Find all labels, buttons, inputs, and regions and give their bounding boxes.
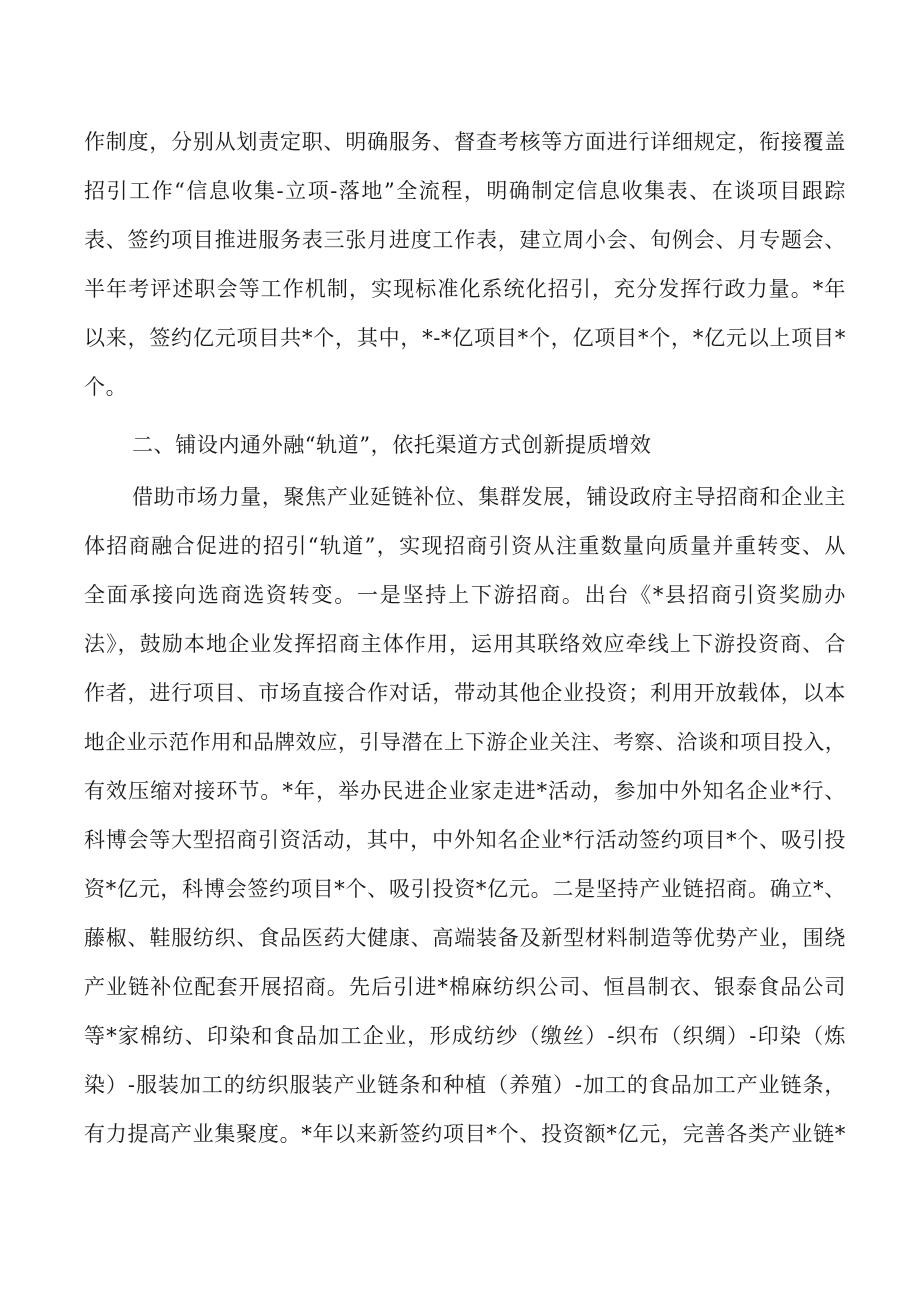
paragraph-line: 有力提高产业集聚度。*年以来新签约项目*个、投资额*亿元，完善各类产业链*	[84, 1122, 846, 1146]
paragraph-line: 体招商融合促进的招引“轨道”，实现招商引资从注重数量向质量并重转变、从	[84, 534, 846, 558]
paragraph-line: 藤椒、鞋服纺织、食品医药大健康、高端装备及新型材料制造等优势产业，围绕	[84, 926, 846, 950]
paragraph-line: 产业链补位配套开展招商。先后引进*棉麻纺织公司、恒昌制衣、银泰食品公司	[84, 975, 846, 999]
paragraph-line: 个。	[84, 375, 128, 399]
paragraph-2	[84, 473, 846, 1159]
paragraph-line: 半年考评述职会等工作机制，实现标准化系统化招引，充分发挥行政力量。*年	[84, 277, 846, 301]
section-heading	[132, 421, 846, 470]
paragraph-line: 法》，鼓励本地企业发挥招商主体作用，运用其联络效应牵线上下游投资商、合	[84, 632, 846, 656]
paragraph-1	[84, 118, 846, 412]
paragraph-line: 染）-服装加工的纺织服装产业链条和种植（养殖）-加工的食品加工产业链条，	[84, 1073, 846, 1097]
paragraph-line: 作制度，分别从划责定职、明确服务、督查考核等方面进行详细规定，衔接覆盖	[84, 130, 846, 154]
paragraph-line: 以来，签约亿元项目共*个，其中，*-*亿项目*个，亿项目*个，*亿元以上项目*	[84, 326, 846, 350]
paragraph-line: 作者，进行项目、市场直接合作对话，带动其他企业投资；利用开放载体，以本	[84, 681, 846, 705]
paragraph-line: 等*家棉纺、印染和食品加工企业，形成纺纱（缴丝）-织布（织绸）-印染（炼	[84, 1024, 846, 1048]
paragraph-line: 资*亿元，科博会签约项目*个、吸引投资*亿元。二是坚持产业链招商。确立*、	[84, 877, 846, 901]
heading-text: 二、铺设内通外融“轨道”，依托渠道方式创新提质增效	[132, 433, 652, 457]
paragraph-line: 科博会等大型招商引资活动，其中，中外知名企业*行活动签约项目*个、吸引投	[84, 828, 846, 852]
paragraph-line: 地企业示范作用和品牌效应，引导潜在上下游企业关注、考察、洽谈和项目投入，	[84, 730, 846, 754]
paragraph-line: 表、签约项目推进服务表三张月进度工作表，建立周小会、旬例会、月专题会、	[84, 228, 846, 252]
paragraph-line: 有效压缩对接环节。*年，举办民进企业家走进*活动，参加中外知名企业*行、	[84, 779, 846, 803]
paragraph-line: 借助市场力量，聚焦产业延链补位、集群发展，铺设政府主导招商和企业主	[132, 485, 846, 509]
paragraph-line: 招引工作“信息收集-立项-落地”全流程，明确制定信息收集表、在谈项目跟踪	[84, 179, 846, 203]
paragraph-line: 全面承接向选商选资转变。一是坚持上下游招商。出台《*县招商引资奖励办	[84, 583, 846, 607]
